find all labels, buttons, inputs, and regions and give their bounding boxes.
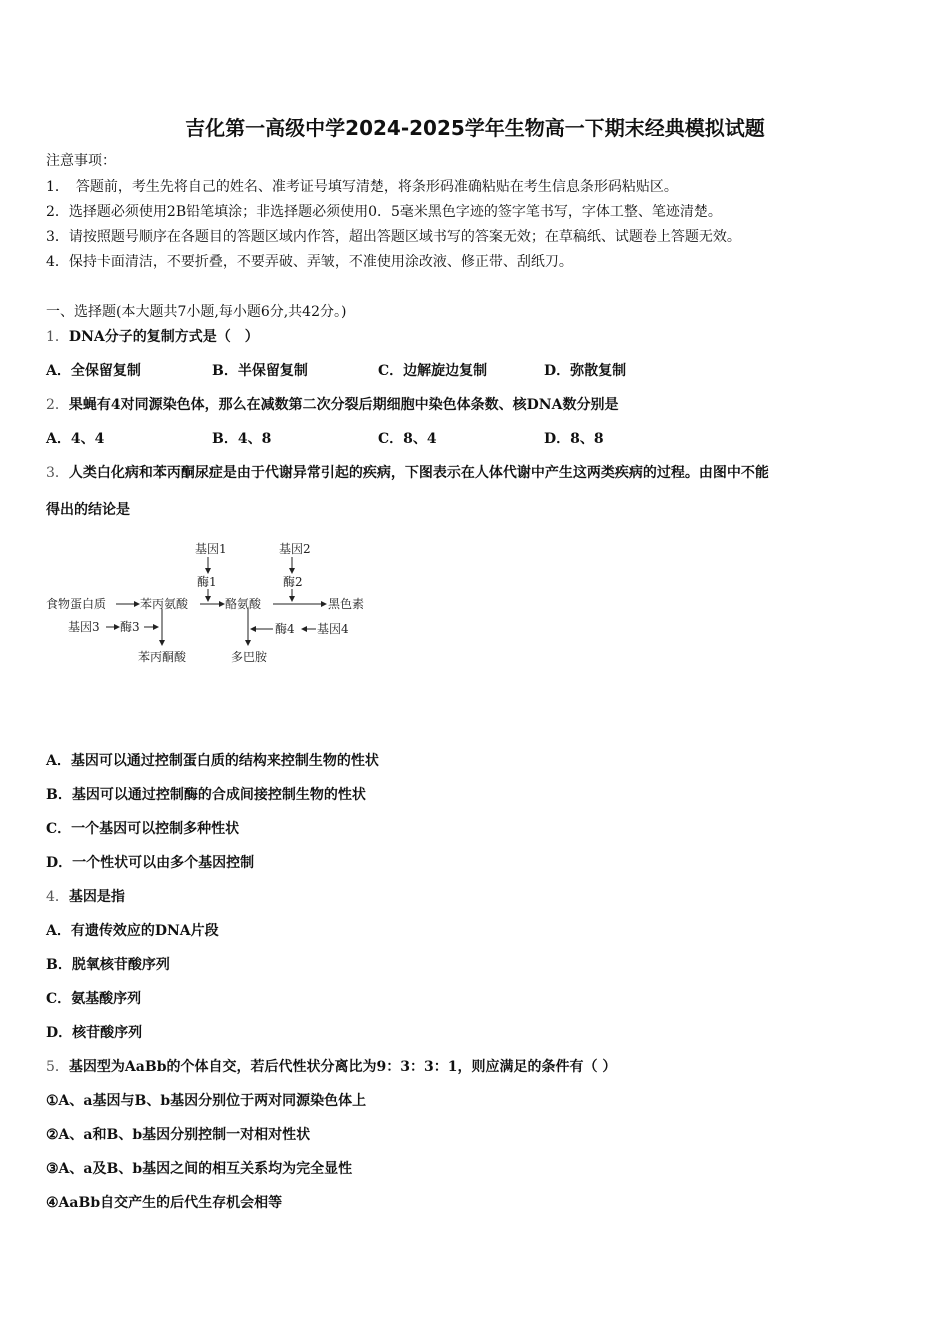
question-3 [46, 464, 769, 482]
enzyme4-label: 酶4 [275, 622, 295, 636]
q5-condition-3: ③A、a及B、b基因之间的相互关系均为完全显性 [46, 1161, 353, 1177]
q1-option-d: D．弥散复制 [544, 363, 627, 379]
q3-option-c: C．一个基因可以控制多种性状 [46, 821, 240, 837]
enzyme3-label: 酶3 [120, 620, 140, 634]
dopamine-label: 多巴胺 [231, 650, 268, 664]
question-1 [46, 328, 259, 346]
notice-heading: 注意事项： [46, 153, 116, 169]
q4-option-a: A．有遗传效应的DNA片段 [46, 923, 219, 939]
question-number: 5． [46, 1059, 69, 1075]
q3-option-b: B．基因可以通过控制酶的合成间接控制生物的性状 [46, 787, 366, 803]
question-5 [46, 1058, 616, 1076]
melanin-label: 黑色素 [328, 597, 365, 611]
phenylalanine-label: 苯丙氨酸 [140, 597, 189, 611]
q4-option-c: C．氨基酸序列 [46, 991, 142, 1007]
phenylpyruvate-label: 苯丙酮酸 [138, 650, 187, 664]
question-text: 果蝇有4对同源染色体，那么在减数第二次分裂后期细胞中染色体条数、核DNA数分别是 [68, 397, 619, 413]
gene4-label: 基因4 [317, 622, 349, 636]
notice-item: 1． 答题前，考生先将自己的姓名、准考证号填写清楚，将条形码准确粘贴在考生信息条形码粘贴区。 [46, 179, 678, 195]
q2-option-a: A．4、4 [46, 431, 105, 447]
tyrosine-label: 酪氨酸 [225, 597, 262, 611]
question-2 [46, 396, 618, 414]
gene1-label: 基因1 [195, 542, 227, 556]
q5-condition-4: ④AaBb自交产生的后代生存机会相等 [46, 1195, 283, 1211]
enzyme1-label: 酶1 [197, 575, 217, 589]
q2-option-c: C．8、4 [378, 431, 437, 447]
notice-item: 2．选择题必须使用2B铅笔填涂；非选择题必须使用0．5毫米黑色字迹的签字笔书写，字体工整、笔迹清楚。 [46, 204, 722, 220]
gene3-label: 基因3 [68, 620, 100, 634]
page-title: 吉化第一高级中学2024-2025学年生物高一下期末经典模拟试题 [185, 116, 765, 140]
q1-option-b: B．半保留复制 [212, 363, 308, 379]
q1-option-a: A．全保留复制 [46, 363, 141, 379]
q5-condition-2: ②A、a和B、b基因分别控制一对相对性状 [46, 1127, 311, 1143]
question-text: DNA分子的复制方式是（ ） [68, 329, 259, 345]
q3-option-d: D．一个性状可以由多个基因控制 [46, 855, 255, 871]
question-number: 4． [46, 889, 69, 905]
enzyme2-label: 酶2 [283, 575, 303, 589]
question-number: 2． [46, 397, 69, 413]
q2-option-b: B．4、8 [212, 431, 272, 447]
q4-option-b: B．脱氧核苷酸序列 [46, 957, 170, 973]
q5-condition-1: ①A、a基因与B、b基因分别位于两对同源染色体上 [46, 1093, 367, 1109]
section-heading: 一、选择题(本大题共7小题,每小题6分,共42分。) [46, 304, 347, 320]
q3-option-a: A．基因可以通过控制蛋白质的结构来控制生物的性状 [46, 753, 379, 769]
question-number: 3． [46, 465, 69, 481]
q4-option-d: D．核苷酸序列 [46, 1025, 143, 1041]
question-text: 基因型为AaBb的个体自交，若后代性状分离比为9：3：3：1，则应满足的条件有（ ） [68, 1059, 617, 1075]
question-number: 1． [46, 329, 69, 345]
question-4 [46, 888, 125, 906]
q1-option-c: C．边解旋边复制 [378, 363, 488, 379]
q2-option-d: D．8、8 [544, 431, 604, 447]
notice-item: 3．请按照题号顺序在各题目的答题区域内作答，超出答题区域书写的答案无效；在草稿纸、试题卷上答题无效。 [46, 229, 741, 245]
metabolism-diagram [40, 535, 380, 670]
question-text: 基因是指 [68, 889, 125, 905]
question-text: 人类白化病和苯丙酮尿症是由于代谢异常引起的疾病，下图表示在人体代谢中产生这两类疾病的过程。由图中不能 [68, 465, 769, 481]
question-3-continued: 得出的结论是 [46, 502, 130, 518]
food-protein-label: 食物蛋白质 [46, 597, 107, 611]
gene2-label: 基因2 [279, 542, 311, 556]
notice-item: 4．保持卡面清洁，不要折叠，不要弄破、弄皱，不准使用涂改液、修正带、刮纸刀。 [46, 254, 573, 270]
